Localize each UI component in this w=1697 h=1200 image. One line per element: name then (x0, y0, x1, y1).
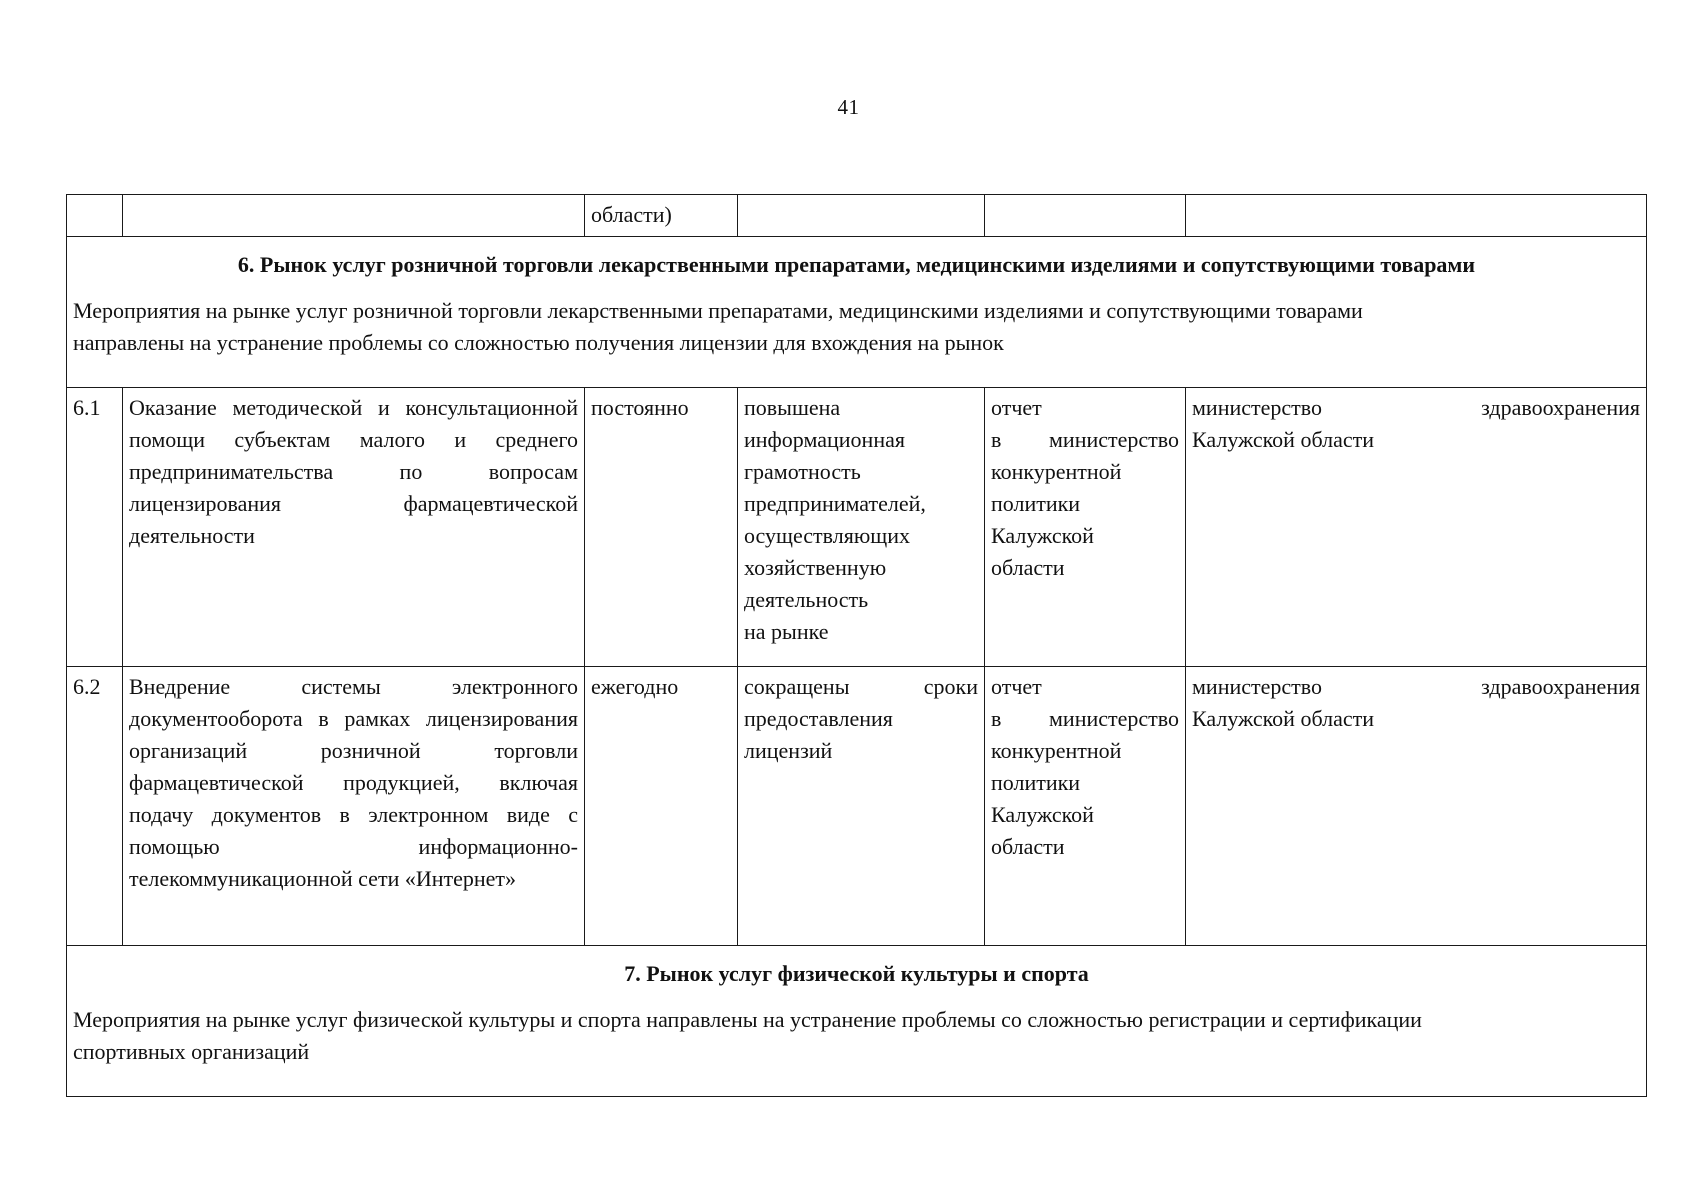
term-text: ежегодно (585, 667, 738, 946)
responsible-first-line (1192, 671, 1640, 703)
result-line: повышена (744, 395, 841, 420)
responsible-word: министерство (1192, 674, 1323, 699)
report-text (985, 388, 1186, 667)
section-7-description-line: Мероприятия на рынке услуг физической культуры и спорта направлены на устранение проблемы со сложностью регистрации и сертификации (73, 1007, 1422, 1032)
cell-result (738, 195, 985, 237)
report-line: области (991, 555, 1065, 580)
measure-text: Оказание методической и консультационной помощи субъектам малого и среднего предпринимательства по вопросам лицензирования фармацевтической деятельности (123, 388, 585, 667)
responsible-line: Калужской области (1192, 706, 1374, 731)
table-row-continuation (67, 195, 1647, 237)
cell-num (67, 195, 123, 237)
measures-table (66, 194, 1647, 1097)
result-line: осуществляющих (744, 523, 910, 548)
responsible-word: министерство (1192, 395, 1323, 420)
section-6-title: 6. Рынок услуг розничной торговли лекарственными препаратами, медицинскими изделиями и сопутствующими товарами (237, 252, 1476, 277)
report-line: конкурентной (991, 459, 1122, 484)
report-line: в министерство (991, 427, 1179, 452)
term-text: постоянно (585, 388, 738, 667)
section-row-6 (67, 237, 1647, 388)
section-6-description-line: Мероприятия на рынке услуг розничной торговли лекарственными препаратами, медицинскими изделиями и сопутствующими товарами (73, 298, 1363, 323)
result-line: предпринимателей, (744, 491, 926, 516)
section-7-description (73, 1004, 1640, 1068)
cell-measure (123, 195, 585, 237)
result-line: информационная (744, 427, 905, 452)
responsible-word: здравоохранения (1481, 395, 1640, 420)
report-text (985, 667, 1186, 946)
section-6-cell (67, 237, 1647, 388)
section-7-cell (67, 946, 1647, 1097)
report-line: Калужской (991, 523, 1094, 548)
result-line: грамотность (744, 459, 861, 484)
section-6-description-line: направлены на устранение проблемы со сложностью получения лицензии для вхождения на рынок (73, 330, 1004, 355)
table-row-6-2 (67, 667, 1647, 946)
report-line: Калужской (991, 802, 1094, 827)
cell-responsible (1186, 195, 1647, 237)
report-line: конкурентной (991, 738, 1122, 763)
result-text: сокращены сроки предоставления лицензий (738, 667, 985, 946)
section-7-title: 7. Рынок услуг физической культуры и спорта (624, 961, 1089, 986)
report-line: политики (991, 770, 1081, 795)
section-6-description (73, 295, 1640, 359)
table-row-6-1 (67, 388, 1647, 667)
report-line: отчет (991, 395, 1042, 420)
measure-text: Внедрение системы электронного документооборота в рамках лицензирования организаций розничной торговли фармацевтической продукцией, включая подачу документов в электронном виде с помощью информационно-телекоммуникационной сети «Интернет» (123, 667, 585, 946)
responsible-word: здравоохранения (1481, 674, 1640, 699)
responsible-line: Калужской области (1192, 427, 1374, 452)
section-7-description-line: спортивных организаций (73, 1039, 310, 1064)
report-line: в министерство (991, 706, 1179, 731)
row-number: 6.2 (67, 667, 123, 946)
result-line: на рынке (744, 619, 829, 644)
responsible-text (1186, 667, 1647, 946)
cell-term: области) (585, 195, 738, 237)
result-line: деятельность (744, 587, 869, 612)
report-line: области (991, 834, 1065, 859)
page-number: 41 (837, 95, 860, 119)
row-number: 6.1 (67, 388, 123, 667)
responsible-text (1186, 388, 1647, 667)
result-text (738, 388, 985, 667)
report-line: политики (991, 491, 1081, 516)
result-line: хозяйственную (744, 555, 887, 580)
responsible-first-line (1192, 392, 1640, 424)
cell-report (985, 195, 1186, 237)
report-line: отчет (991, 674, 1042, 699)
section-row-7 (67, 946, 1647, 1097)
